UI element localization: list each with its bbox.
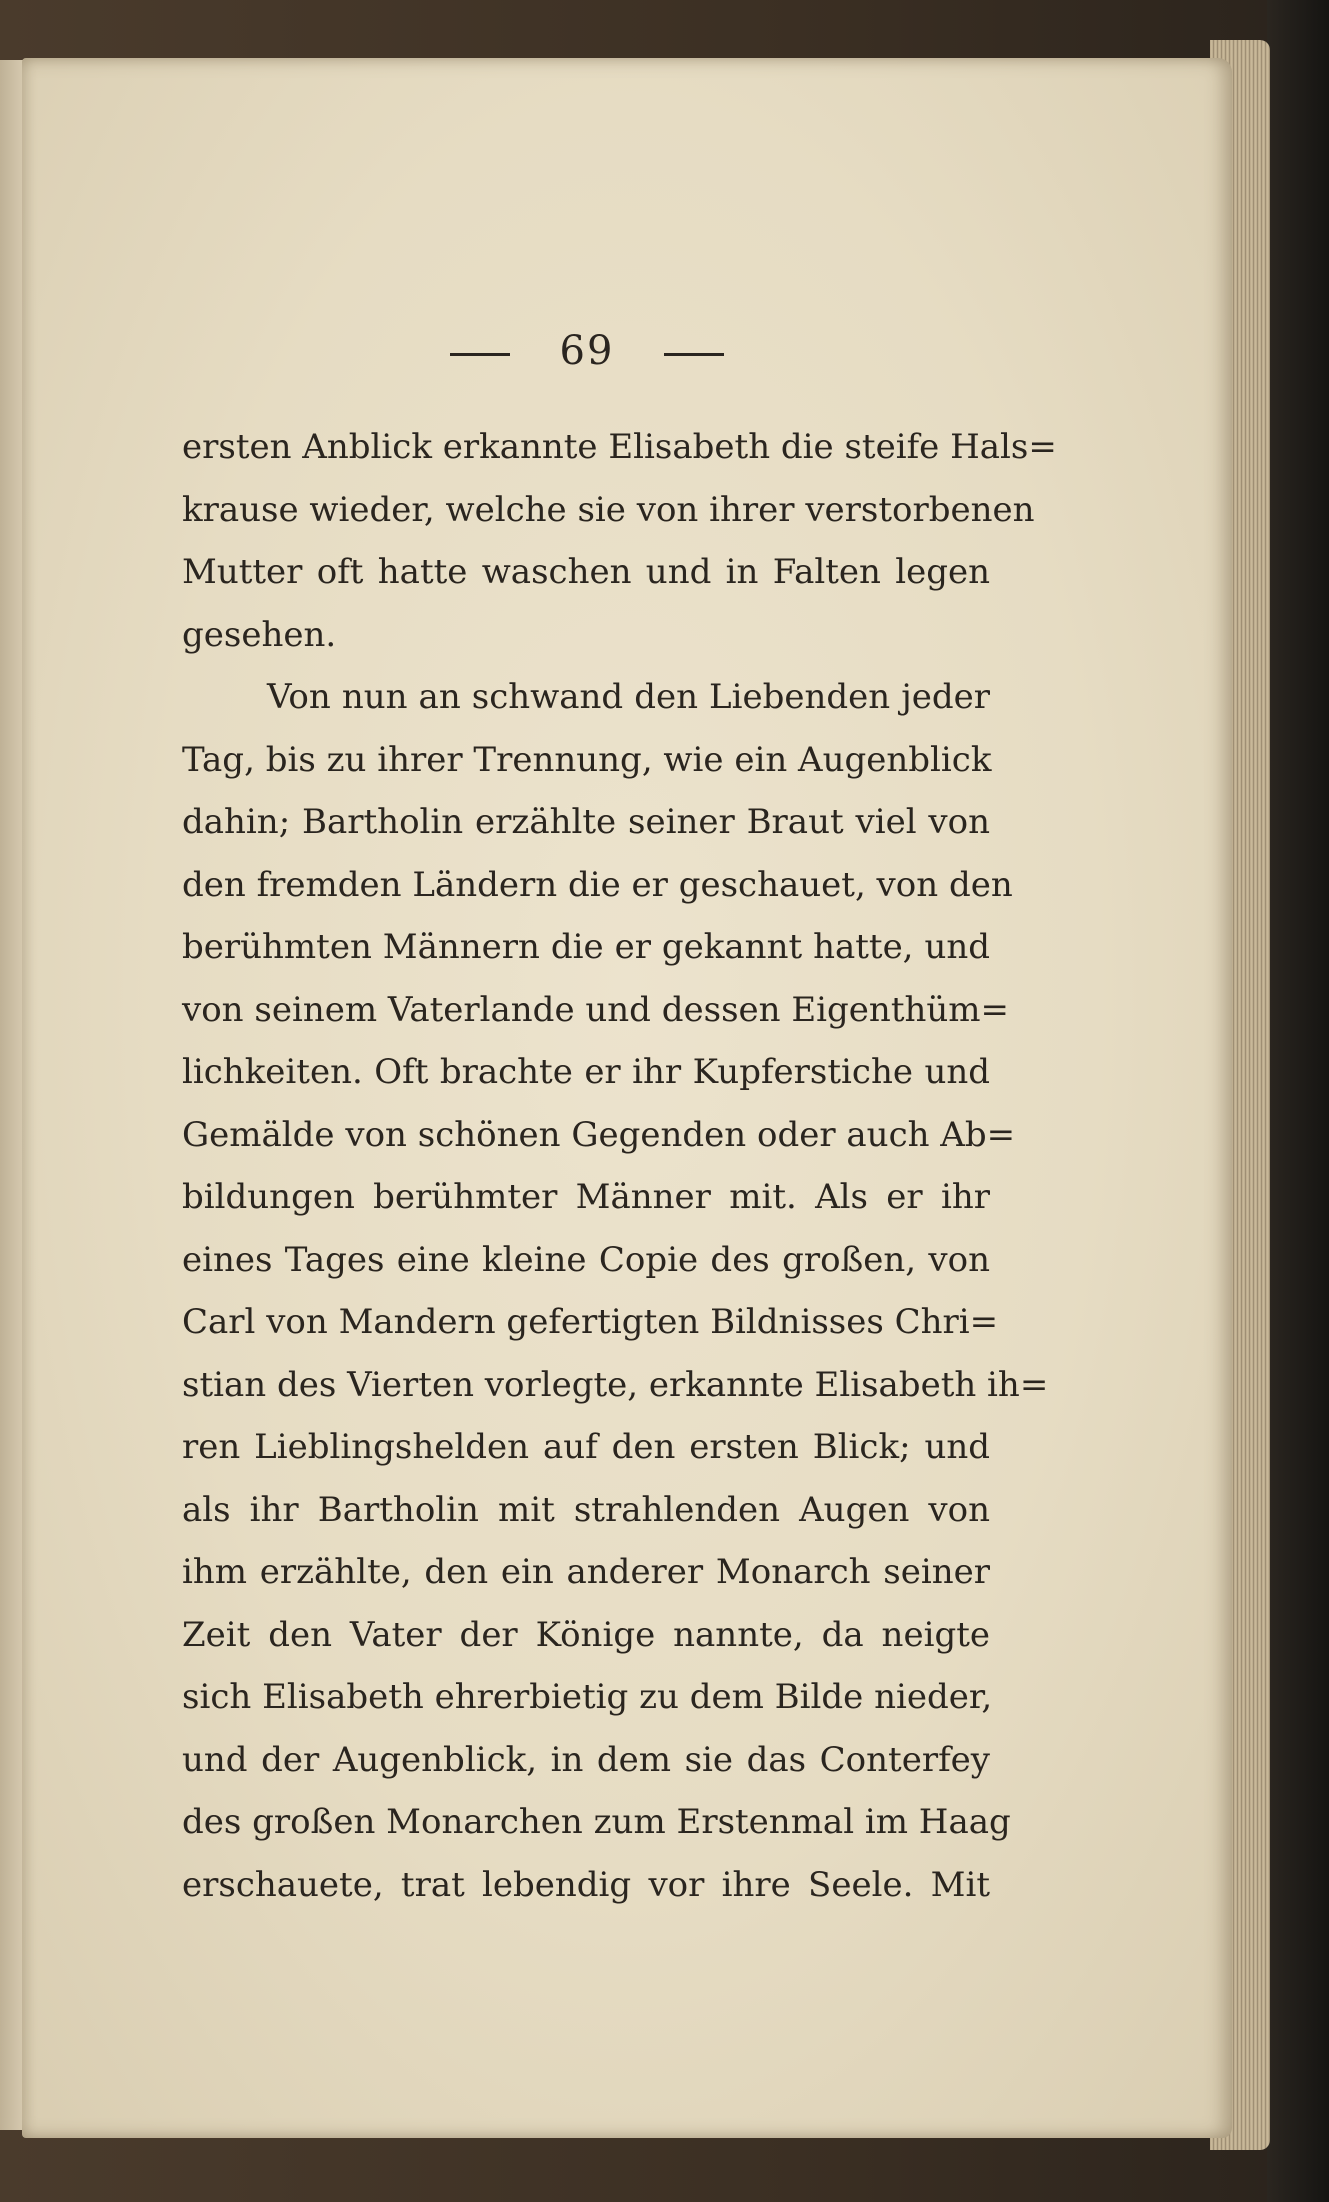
text-line: ren Lieblingshelden auf den ersten Blick; und [182, 1427, 990, 1467]
text-line: Tag, bis zu ihrer Trennung, wie ein Augenblick [182, 739, 992, 780]
text-line: als ihr Bartholin mit strahlenden Augen von [182, 1489, 990, 1530]
text-line: berühmten Männern die er gekannt hatte, und [182, 927, 990, 967]
text-line: von seinem Vaterlande und dessen Eigenthüm= [182, 989, 1010, 1030]
text-line: bildungen berühmter Männer mit. Als er ihr [182, 1177, 990, 1217]
text-line: ihm erzählte, den ein anderer Monarch seiner [182, 1552, 990, 1592]
text-line: stian des Vierten vorlegte, erkannte Elisabeth ih= [182, 1364, 1049, 1405]
text-line: gesehen. [182, 614, 337, 655]
text-line: dahin; Bartholin erzählte seiner Braut viel von [182, 802, 990, 842]
text-line: krause wieder, welche sie von ihrer verstorbenen [182, 489, 1035, 530]
text-line: des großen Monarchen zum Erstenmal im Haag [182, 1802, 1011, 1842]
page-number: 69 [559, 328, 615, 374]
text-line: erschauete, trat lebendig vor ihre Seele. Mit [182, 1864, 990, 1905]
text-line: den fremden Ländern die er geschauet, von den [182, 864, 1013, 905]
body-text [182, 416, 1057, 1916]
page-header [22, 328, 1152, 374]
text-line: Mutter oft hatte waschen und in Falten legen [182, 552, 990, 592]
text-line: Gemälde von schönen Gegenden oder auch Ab= [182, 1114, 1016, 1155]
text-line: Von nun an schwand den Liebenden jeder [267, 677, 990, 717]
header-dash-right [664, 353, 724, 356]
text-line: und der Augenblick, in dem sie das Conterfey [182, 1739, 990, 1780]
text-line: Carl von Mandern gefertigten Bildnisses Chri= [182, 1302, 999, 1342]
text-line: lichkeiten. Oft brachte er ihr Kupferstiche und [182, 1052, 990, 1092]
text-line: sich Elisabeth ehrerbietig zu dem Bilde nieder, [182, 1677, 993, 1717]
book-spine-edge [1267, 0, 1329, 2202]
text-line: ersten Anblick erkannte Elisabeth die steife Hals= [182, 427, 1057, 467]
book-page [22, 58, 1232, 2138]
text-line: eines Tages eine kleine Copie des großen, von [182, 1239, 990, 1280]
header-dash-left [450, 353, 510, 356]
text-line: Zeit den Vater der Könige nannte, da neigte [182, 1614, 990, 1655]
